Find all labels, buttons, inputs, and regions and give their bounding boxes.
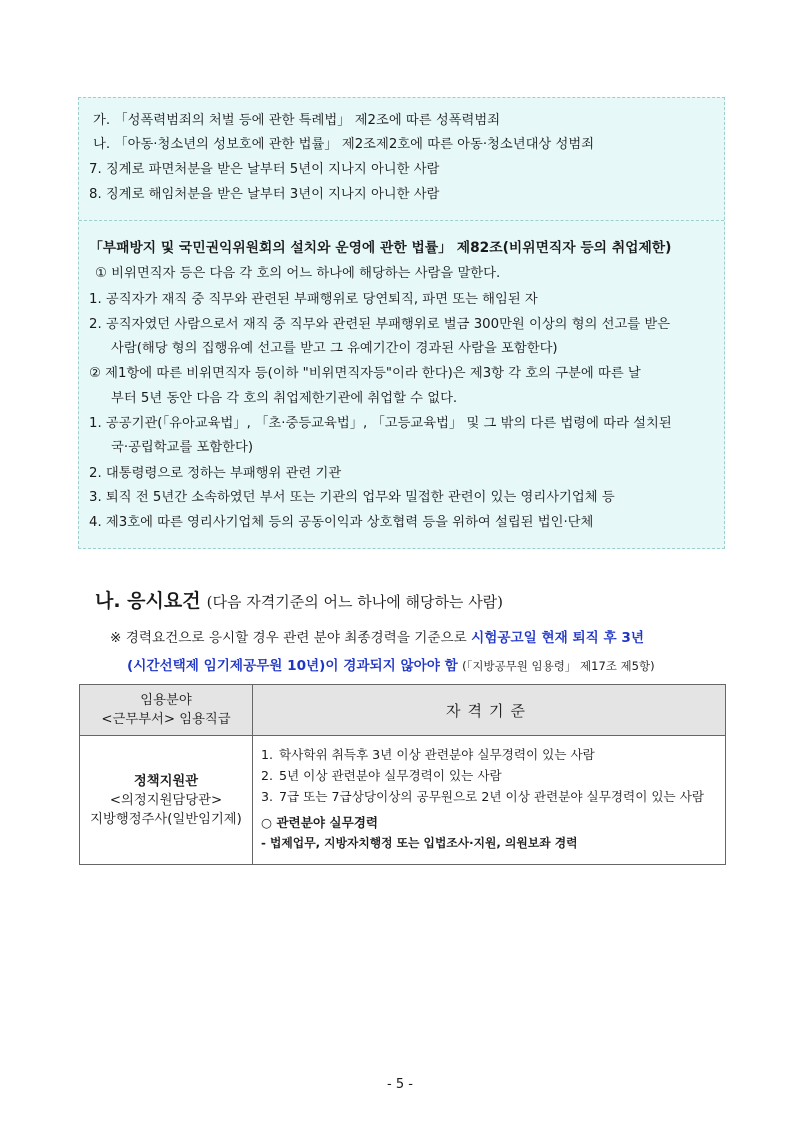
- related-experience-title: ○ 관련분야 실무경력: [261, 815, 379, 830]
- header-col-field: [80, 685, 253, 736]
- note-highlight: (시간선택제 임기제공무원 10년)이 경과되지 않아야 함: [127, 658, 458, 674]
- box-line: 7. 징계로 파면처분을 받은 날부터 5년이 지나지 아니한 사람: [89, 162, 440, 177]
- dept-name: <의정지원담당관>: [109, 792, 223, 808]
- field-name: 정책지원관: [133, 773, 199, 789]
- header-field-label: 임용분야: [140, 693, 192, 708]
- box-line: 부터 5년 동안 다음 각 호의 취업제한기관에 취업할 수 없다.: [111, 391, 458, 406]
- box-line: 1. 공공기관(「유아교육법」, 「초·중등교육법」, 「고등교육법」 및 그 밖의 다른 법령에 따라 설치된: [89, 416, 672, 431]
- criteria-text: 5년 이상 관련분야 실무경력이 있는 사람: [279, 768, 502, 783]
- section-title: 나. 응시요건: [95, 590, 201, 612]
- criteria-item: [261, 765, 717, 786]
- box-line: 4. 제3호에 따른 영리사기업체 등의 공동이익과 상호협력 등을 위하여 설립된 법인·단체: [89, 515, 594, 530]
- note-reference: (「지방공무원 임용령」 제17조 제5항): [462, 659, 655, 673]
- note-highlight: 시험공고일 현재 퇴직 후 3년: [471, 630, 644, 646]
- table-row: [80, 736, 726, 865]
- eligibility-note: [110, 626, 644, 646]
- table-header: [80, 685, 726, 736]
- criteria-item: [261, 786, 717, 807]
- box-line: 3. 퇴직 전 5년간 소속하였던 부서 또는 기관의 업무와 밀접한 관련이 있는 영리사기업체 등: [89, 490, 615, 505]
- law-title: 「부패방지 및 국민권익위원회의 설치와 운영에 관한 법률」 제82조(비위면직자 등의 취업제한): [89, 240, 672, 256]
- box-line: 사람(해당 형의 집행유예 선고를 받고 그 유예기간이 경과된 사람을 포함한다): [111, 341, 558, 356]
- eligibility-note-cont: [127, 654, 655, 674]
- criteria-item: [261, 744, 717, 765]
- criteria-num: 1.: [261, 747, 274, 762]
- header-col-criteria: 자격기준: [253, 685, 726, 736]
- field-cell: [80, 736, 253, 865]
- box-line: ② 제1항에 따른 비위면직자 등(이하 "비위면직자등"이라 한다)은 제3항 각 호의 구분에 따른 날: [89, 366, 641, 381]
- section-subtitle: (다음 자격기준의 어느 하나에 해당하는 사람): [206, 593, 504, 611]
- box-line: ① 비위면직자 등은 다음 각 호의 어느 하나에 해당하는 사람을 말한다.: [95, 266, 501, 281]
- box-line: 8. 징계로 해임처분을 받은 날부터 3년이 지나지 아니한 사람: [89, 187, 440, 202]
- criteria-text: 7급 또는 7급상당이상의 공무원으로 2년 이상 관련분야 실무경력이 있는 사람: [279, 789, 705, 804]
- legal-reference-box: [78, 97, 725, 549]
- section-heading: [95, 586, 503, 613]
- box-divider: [79, 220, 724, 221]
- related-experience-detail: - 법제업무, 지방자치행정 또는 입법조사·지원, 의원보좌 경력: [261, 836, 578, 850]
- box-line: 국·공립학교를 포함한다): [111, 440, 254, 455]
- box-line: 1. 공직자가 재직 중 직무와 관련된 부패행위로 당연퇴직, 파면 또는 해임된 자: [89, 292, 538, 307]
- box-line: 2. 대통령령으로 정하는 부패행위 관련 기관: [89, 466, 342, 481]
- box-line: 나. 「아동·청소년의 성보호에 관한 법률」 제2조제2호에 따른 아동·청소년대상 성범죄: [93, 137, 595, 152]
- criteria-num: 3.: [261, 789, 274, 804]
- qualification-table: [79, 684, 726, 865]
- page-number: - 5 -: [387, 1077, 413, 1092]
- header-grade-label: <근무부서> 임용직급: [101, 712, 231, 727]
- criteria-text: 학사학위 취득후 3년 이상 관련분야 실무경력이 있는 사람: [279, 747, 595, 762]
- criteria-num: 2.: [261, 768, 274, 783]
- box-line: 2. 공직자였던 사람으로서 재직 중 직무와 관련된 부패행위로 벌금 300만원 이상의 형의 선고를 받은: [89, 317, 671, 332]
- grade-name: 지방행정주사(일반임기제): [90, 811, 242, 827]
- note-prefix: ※ 경력요건으로 응시할 경우 관련 분야 최종경력을 기준으로: [110, 630, 467, 646]
- box-line: 가. 「성폭력범죄의 처벌 등에 관한 특례법」 제2조에 따른 성폭력범죄: [93, 113, 501, 128]
- criteria-cell: [253, 736, 726, 865]
